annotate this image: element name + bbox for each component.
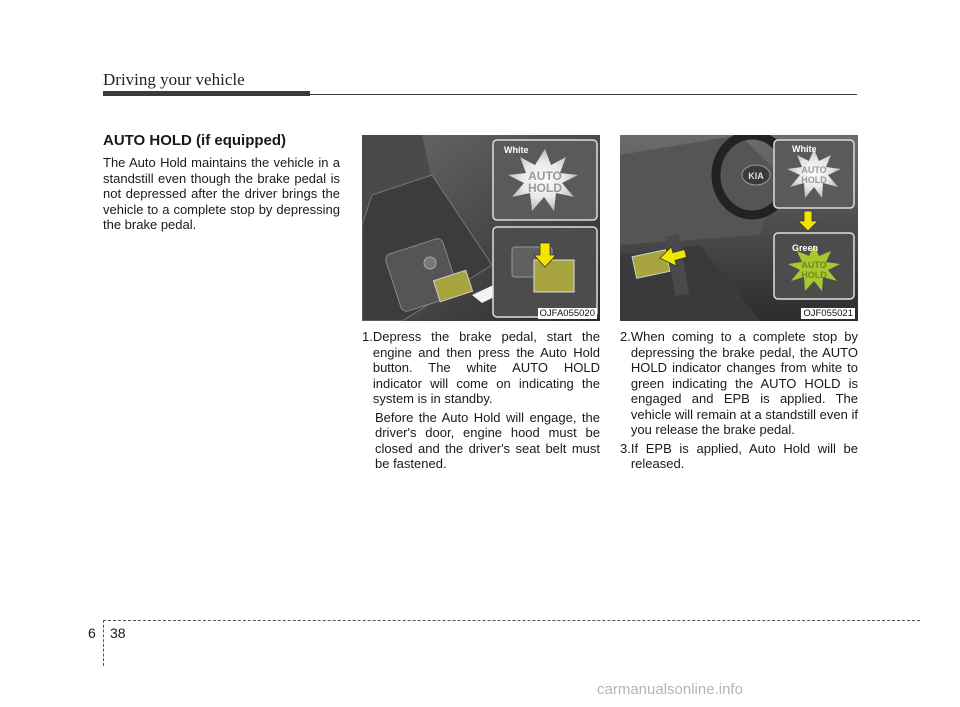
footer-divider — [103, 620, 104, 666]
steps-column-left — [362, 329, 600, 472]
footer-rule — [103, 620, 920, 621]
step-text: When coming to a complete stop by depressing the brake pedal, the AUTO HOLD indicator changes from white to green indicating the AUTO HOLD is engaged and EPB is applied. The vehicle will remain at a standstill even if you release the brake pedal. — [630, 329, 858, 437]
header-rule-thin — [310, 94, 857, 95]
page-number: 38 — [110, 625, 126, 641]
section-heading: AUTO HOLD (if equipped) — [103, 132, 287, 149]
green-auto-text: AUTO — [801, 260, 827, 270]
step-text: If EPB is applied, Auto Hold will be released. — [630, 440, 858, 471]
figure-code: OJF055021 — [803, 308, 853, 319]
step-number: 1. — [362, 329, 373, 344]
white-hold-text: HOLD — [801, 175, 827, 185]
cluster-illustration — [620, 135, 858, 321]
figure-cluster-indicator — [620, 135, 858, 321]
indicator-color-label: White — [504, 145, 529, 155]
step-number: 3. — [620, 440, 631, 456]
auto-hold-button — [534, 260, 574, 292]
inset-hold-text: HOLD — [528, 181, 562, 195]
step-item — [362, 329, 600, 407]
kia-logo-text: KIA — [748, 171, 764, 181]
green-hold-text: HOLD — [801, 270, 827, 280]
figure-code: OJFA055020 — [539, 308, 595, 319]
intro-paragraph: The Auto Hold maintains the vehicle in a standstill even though the brake pedal is not depressed after the driver brings the vehicle to a complete stop by depressing the brake pedal. — [103, 155, 340, 232]
step-item — [620, 329, 858, 438]
label-white: White — [792, 144, 817, 154]
step-item — [620, 441, 858, 472]
console-illustration — [362, 135, 600, 321]
step-number: 2. — [620, 329, 631, 344]
label-green: Green — [792, 243, 819, 253]
figure-console-auto-hold — [362, 135, 600, 321]
watermark: carmanualsonline.info — [597, 681, 743, 698]
header-rule-thick — [103, 91, 310, 96]
inset-auto-text: AUTO — [528, 169, 562, 183]
steps-column-right — [620, 329, 858, 472]
step-text: Depress the brake pedal, start the engine and then press the Auto Hold button. The white AUTO HOLD indicator will come on indicating the system is in standby. — [372, 329, 600, 406]
white-auto-text: AUTO — [801, 165, 827, 175]
header-title: Driving your vehicle — [103, 70, 245, 89]
step-note: Before the Auto Hold will engage, the driver's door, engine hood must be closed and the driver's seat belt must be fastened. — [375, 409, 600, 471]
chapter-number: 6 — [88, 625, 96, 641]
